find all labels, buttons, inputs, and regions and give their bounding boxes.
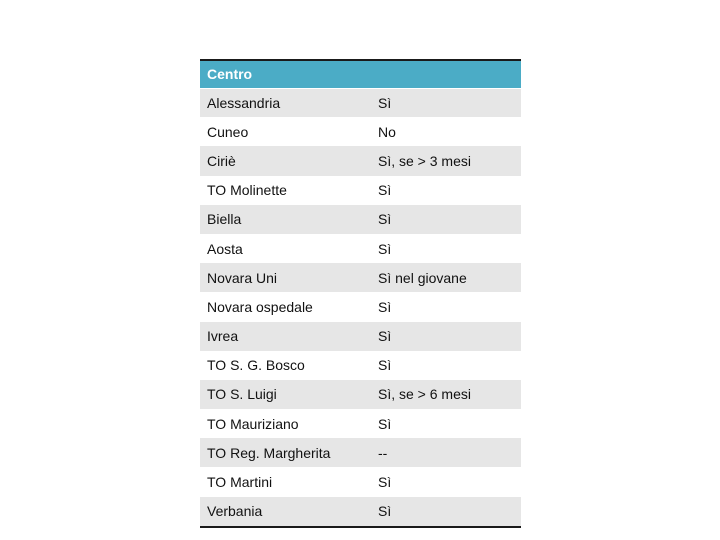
- cell-valore: Sì: [378, 298, 392, 315]
- centri-table-wrapper: [200, 59, 521, 528]
- cell-centro: Biella: [207, 211, 242, 228]
- table-row: [200, 409, 521, 438]
- cell-valore: Sì: [378, 503, 392, 520]
- cell-valore: Sì nel giovane: [378, 269, 467, 286]
- cell-valore: Sì: [378, 182, 392, 199]
- cell-valore: Sì: [378, 474, 392, 491]
- header-centro: Centro: [200, 61, 371, 88]
- cell-valore: Sì, se > 3 mesi: [378, 152, 471, 169]
- cell-valore: Sì: [378, 211, 392, 228]
- cell-centro: Verbania: [207, 503, 263, 520]
- cell-centro: Aosta: [207, 240, 243, 257]
- table-row: [200, 438, 521, 467]
- cell-valore: No: [378, 123, 396, 140]
- table-row: [200, 497, 521, 526]
- header-valore: [371, 61, 521, 88]
- cell-centro: TO Molinette: [207, 182, 287, 199]
- cell-centro: Ciriè: [207, 152, 236, 169]
- cell-centro: Alessandria: [207, 94, 281, 111]
- cell-valore: Sì: [378, 357, 392, 374]
- table-row: [200, 467, 521, 496]
- cell-valore: Sì: [378, 415, 392, 432]
- table-row: [200, 88, 521, 117]
- cell-centro: Novara Uni: [207, 269, 278, 286]
- cell-valore: Sì, se > 6 mesi: [378, 386, 471, 403]
- table-row: [200, 117, 521, 146]
- table-row: [200, 380, 521, 409]
- cell-valore: --: [378, 444, 388, 461]
- cell-centro: TO S. G. Bosco: [207, 357, 305, 374]
- cell-centro: Ivrea: [207, 328, 239, 345]
- table-header-row: [200, 61, 521, 88]
- table-row: [200, 234, 521, 263]
- cell-centro: Cuneo: [207, 123, 249, 140]
- table-row: [200, 205, 521, 234]
- cell-valore: Sì: [378, 94, 392, 111]
- table-row: [200, 322, 521, 351]
- cell-centro: TO Martini: [207, 474, 273, 491]
- cell-centro: TO Mauriziano: [207, 415, 299, 432]
- table-row: [200, 146, 521, 175]
- cell-centro: Novara ospedale: [207, 298, 313, 315]
- cell-centro: TO S. Luigi: [207, 386, 277, 403]
- table-row: [200, 263, 521, 292]
- centri-table: [200, 61, 521, 526]
- table-row: [200, 176, 521, 205]
- cell-valore: Sì: [378, 240, 392, 257]
- cell-centro: TO Reg. Margherita: [207, 444, 331, 461]
- table-row: [200, 292, 521, 321]
- cell-valore: Sì: [378, 328, 392, 345]
- table-row: [200, 351, 521, 380]
